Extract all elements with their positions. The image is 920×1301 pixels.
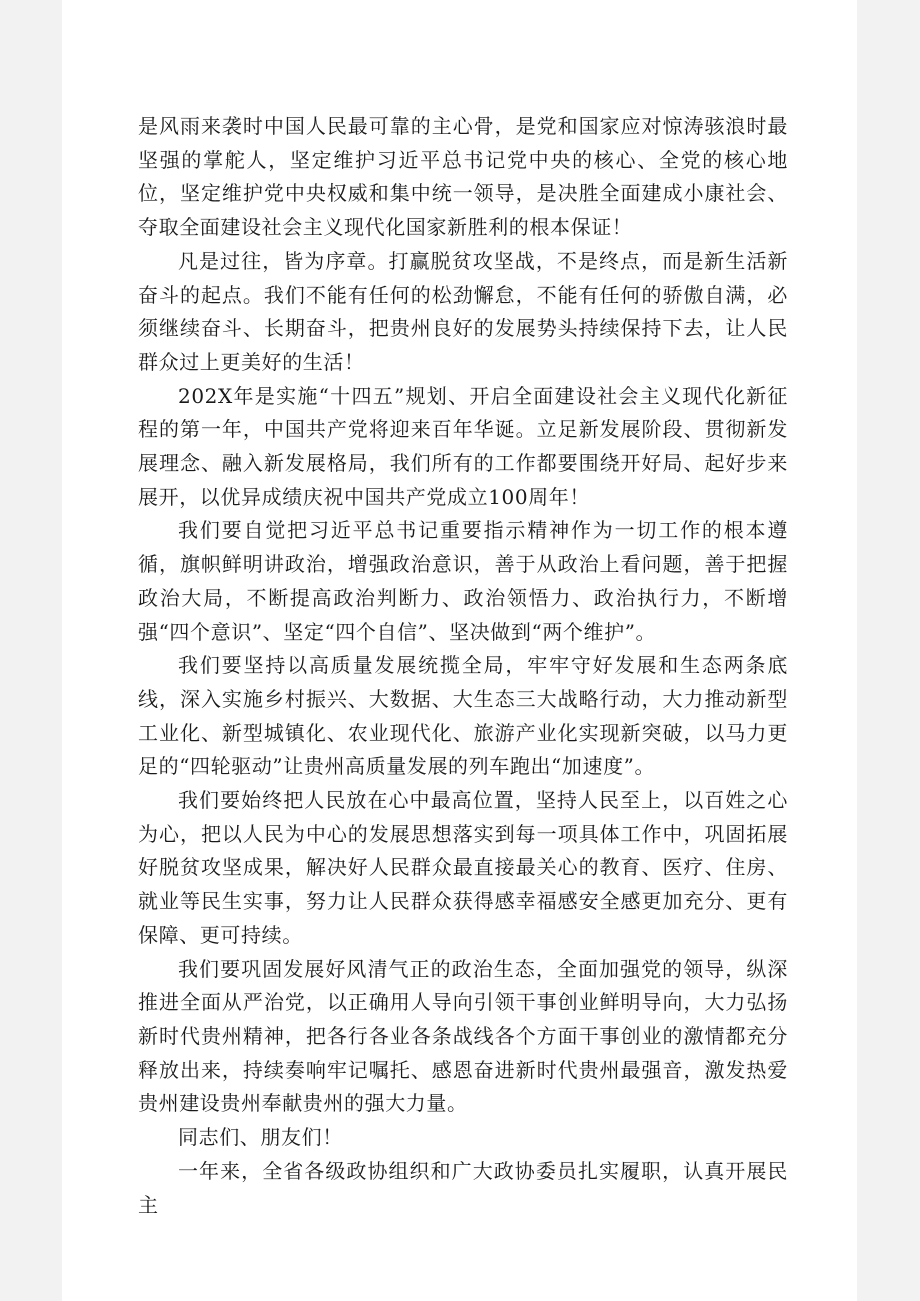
paragraph-6: 我们要始终把人民放在心中最高位置，坚持人民至上，以百姓之心为心，把以人民为中心的发展思想落实到每一项具体工作中，巩固拓展好脱贫攻坚成果，解决好人民群众最直接最关心的教育、医疗、住房、就业等民生实事，努力让人民群众获得感幸福感安全感更加充分、更有保障、更可持续。 [138,788,788,947]
paragraph-7: 我们要巩固发展好风清气正的政治生态，全面加强党的领导，纵深推进全面从严治党，以正确用人导向引领干事创业鲜明导向，大力弘扬新时代贵州精神，把各行各业各条战线各个方面干事创业的激情都充分释放出来，持续奏响牢记嘱托、感恩奋进新时代贵州最强音，激发热爱贵州建设贵州奉献贵州的强大力量。 [138,956,788,1116]
paragraph-1: 是风雨来袭时中国人民最可靠的主心骨，是党和国家应对惊涛骇浪时最坚强的掌舵人，坚定维护习近平总书记党中央的核心、全党的核心地位，坚定维护党中央权威和集中统一领导，是决胜全面建成小康社会、夺取全面建设社会主义现代化国家新胜利的根本保证！ [138,114,788,240]
paragraph-2: 凡是过往，皆为序章。打赢脱贫攻坚战，不是终点，而是新生活新奋斗的起点。我们不能有任何的松劲懈怠，不能有任何的骄傲自满，必须继续奋斗、长期奋斗，把贵州良好的发展势头持续保持下去，让人民群众过上更美好的生活！ [138,248,788,374]
paragraph-5: 我们要坚持以高质量发展统揽全局，牢牢守好发展和生态两条底线，深入实施乡村振兴、大数据、大生态三大战略行动，大力推动新型工业化、新型城镇化、农业现代化、旅游产业化实现新突破，以马力更足的“四轮驱动”让贵州高质量发展的列车跑出“加速度”。 [138,653,788,779]
paragraph-9: 一年来，全省各级政协组织和广大政协委员扎实履职，认真开展民主 [138,1158,788,1217]
document-body [138,110,788,1222]
document-page [62,0,857,1301]
paragraph-3: 202X年是实施“十四五”规划、开启全面建设社会主义现代化新征程的第一年，中国共产党将迎来百年华诞。立足新发展阶段、贯彻新发展理念、融入新发展格局，我们所有的工作都要围绕开好局、起好步来展开，以优异成绩庆祝中国共产党成立100周年！ [138,383,788,509]
greeting-line: 同志们、朋友们！ [178,1125,343,1150]
paragraph-4: 我们要自觉把习近平总书记重要指示精神作为一切工作的根本遵循，旗帜鲜明讲政治，增强政治意识，善于从政治上看问题，善于把握政治大局，不断提高政治判断力、政治领悟力、政治执行力，不断增强“四个意识”、坚定“四个自信”、坚决做到“两个维护”。 [138,518,788,644]
